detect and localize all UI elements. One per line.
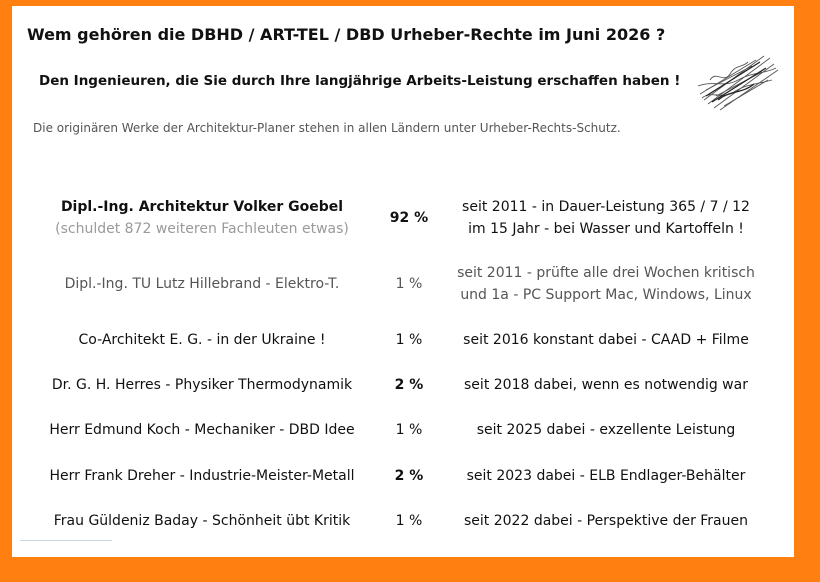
person-name: Co-Architekt E. G. - in der Ukraine !	[78, 332, 326, 348]
share-percent: 1 %	[395, 513, 423, 529]
contribution-desc: seit 2018 dabei, wenn es notwendig war	[464, 377, 748, 393]
share-percent: 2 %	[394, 468, 424, 484]
share-percent: 1 %	[395, 422, 423, 438]
person-note: (schuldet 872 weiteren Fachleuten etwas)	[55, 221, 349, 237]
share-percent: 92 %	[389, 210, 429, 226]
page-subtitle: Den Ingenieuren, die Sie durch Ihre langjährige Arbeits-Leistung erschaffen haben !	[39, 73, 681, 89]
person-name: Herr Edmund Koch - Mechaniker - DBD Idee	[49, 422, 355, 438]
page-title: Wem gehören die DBHD / ART-TEL / DBD Urheber-Rechte im Juni 2026 ?	[27, 25, 666, 44]
copyright-note: Die originären Werke der Architektur-Planer stehen in allen Ländern unter Urheber-Rechts-Schutz.	[33, 121, 621, 135]
contribution-desc: im 15 Jahr - bei Wasser und Kartoffeln !	[468, 221, 744, 237]
person-name: Herr Frank Dreher - Industrie-Meister-Metall	[49, 468, 355, 484]
share-percent: 1 %	[395, 276, 423, 292]
contribution-desc: seit 2025 dabei - exzellente Leistung	[476, 422, 736, 438]
person-name: Dr. G. H. Herres - Physiker Thermodynamik	[51, 377, 353, 393]
signature-icon	[694, 50, 780, 114]
contribution-desc: seit 2011 - in Dauer-Leistung 365 / 7 / 12	[462, 199, 750, 215]
contribution-desc: seit 2022 dabei - Perspektive der Frauen	[464, 513, 748, 529]
contribution-desc: seit 2023 dabei - ELB Endlager-Behälter	[466, 468, 746, 484]
person-name: Dipl.-Ing. TU Lutz Hillebrand - Elektro-T.	[64, 276, 340, 292]
contribution-desc: seit 2011 - prüfte alle drei Wochen kritisch	[457, 265, 755, 281]
content-panel	[12, 6, 794, 557]
share-percent: 2 %	[394, 377, 424, 393]
share-percent: 1 %	[395, 332, 423, 348]
contribution-desc: und 1a - PC Support Mac, Windows, Linux	[460, 287, 752, 303]
contribution-desc: seit 2016 konstant dabei - CAAD + Filme	[463, 332, 749, 348]
divider	[20, 540, 112, 541]
person-name: Frau Güldeniz Baday - Schönheit übt Kritik	[53, 513, 351, 529]
person-name: Dipl.-Ing. Architektur Volker Goebel	[60, 199, 344, 215]
